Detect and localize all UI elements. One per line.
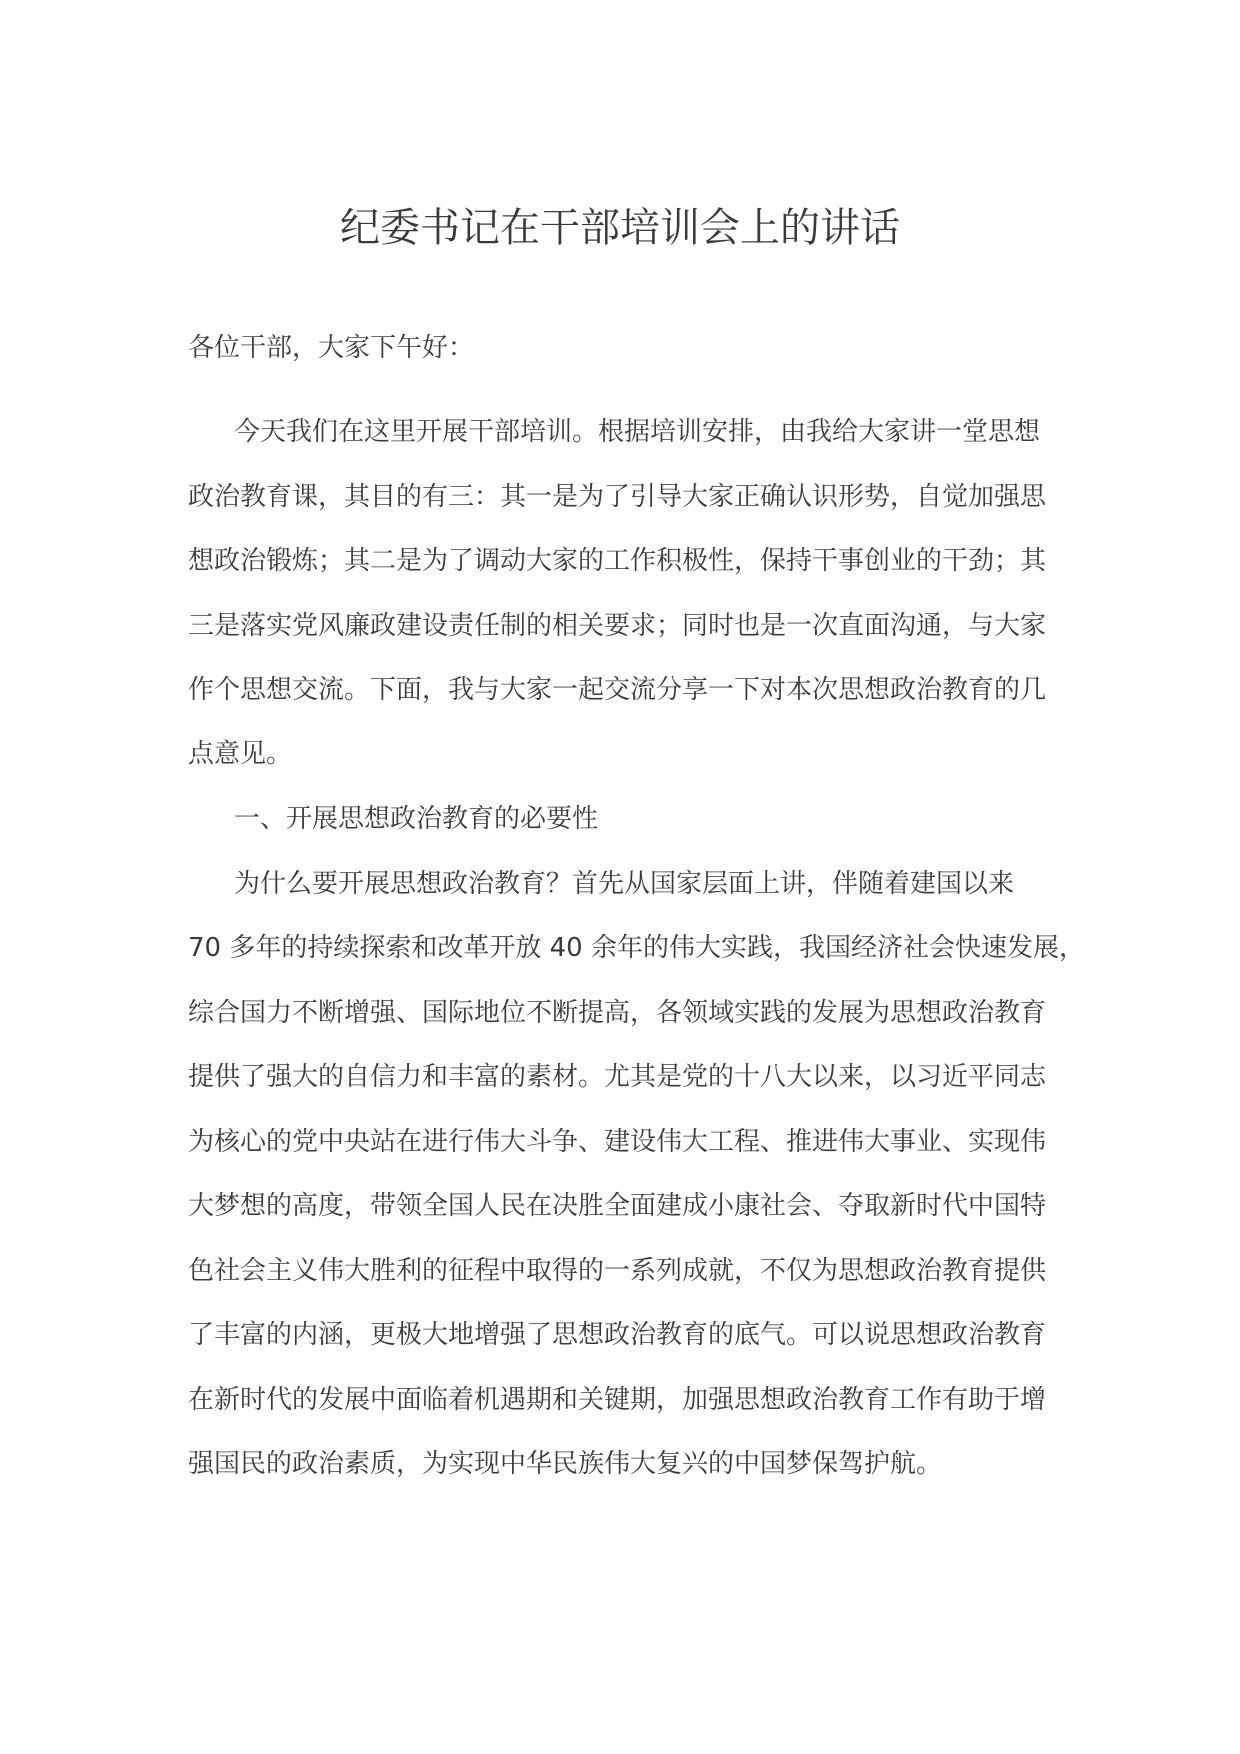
- paragraph-2-line-10: 强国民的政治素质，为实现中华民族伟大复兴的中国梦保驾护航。: [188, 1449, 943, 1479]
- paragraph-2-line-5: 为核心的党中央站在进行伟大斗争、建设伟大工程、推进伟大事业、实现伟: [188, 1127, 1047, 1157]
- document-title: 纪委书记在干部培训会上的讲话: [340, 205, 900, 251]
- paragraph-2-line-6: 大梦想的高度，带领全国人民在决胜全面建成小康社会、夺取新时代中国特: [188, 1191, 1047, 1221]
- paragraph-2-line-4: 提供了强大的自信力和丰富的素材。尤其是党的十八大以来，以习近平同志: [188, 1062, 1047, 1092]
- paragraph-1-line-3: 想政治锻炼；其二是为了调动大家的工作积极性，保持干事创业的干劲；其: [188, 546, 1047, 576]
- paragraph-2-line-1: 为什么要开展思想政治教育？首先从国家层面上讲，伴随着建国以来: [234, 869, 1015, 899]
- paragraph-1-line-5: 作个思想交流。下面，我与大家一起交流分享一下对本次思想政治教育的几: [188, 675, 1047, 705]
- paragraph-2-line-8: 了丰富的内涵，更极大地增强了思想政治教育的底气。可以说思想政治教育: [188, 1320, 1047, 1350]
- paragraph-1-line-6: 点意见。: [188, 739, 293, 769]
- greeting-line: 各位干部，大家下午好：: [188, 333, 475, 363]
- paragraph-1-line-4: 三是落实党风廉政建设责任制的相关要求；同时也是一次直面沟通，与大家: [188, 611, 1047, 641]
- paragraph-2-line-2: 70 多年的持续探索和改革开放 40 余年的伟大实践，我国经济社会快速发展，: [188, 933, 1085, 963]
- paragraph-2-line-9: 在新时代的发展中面临着机遇期和关键期，加强思想政治教育工作有助于增: [188, 1385, 1047, 1415]
- paragraph-2-line-7: 色社会主义伟大胜利的征程中取得的一系列成就，不仅为思想政治教育提供: [188, 1256, 1047, 1286]
- section-heading-1: 一、开展思想政治教育的必要性: [234, 804, 599, 834]
- paragraph-1-line-1: 今天我们在这里开展干部培训。根据培训安排，由我给大家讲一堂思想: [234, 417, 1041, 447]
- paragraph-2-line-3: 综合国力不断增强、国际地位不断提高，各领域实践的发展为思想政治教育: [188, 998, 1047, 1028]
- paragraph-1-line-2: 政治教育课，其目的有三：其一是为了引导大家正确认识形势，自觉加强思: [188, 482, 1047, 512]
